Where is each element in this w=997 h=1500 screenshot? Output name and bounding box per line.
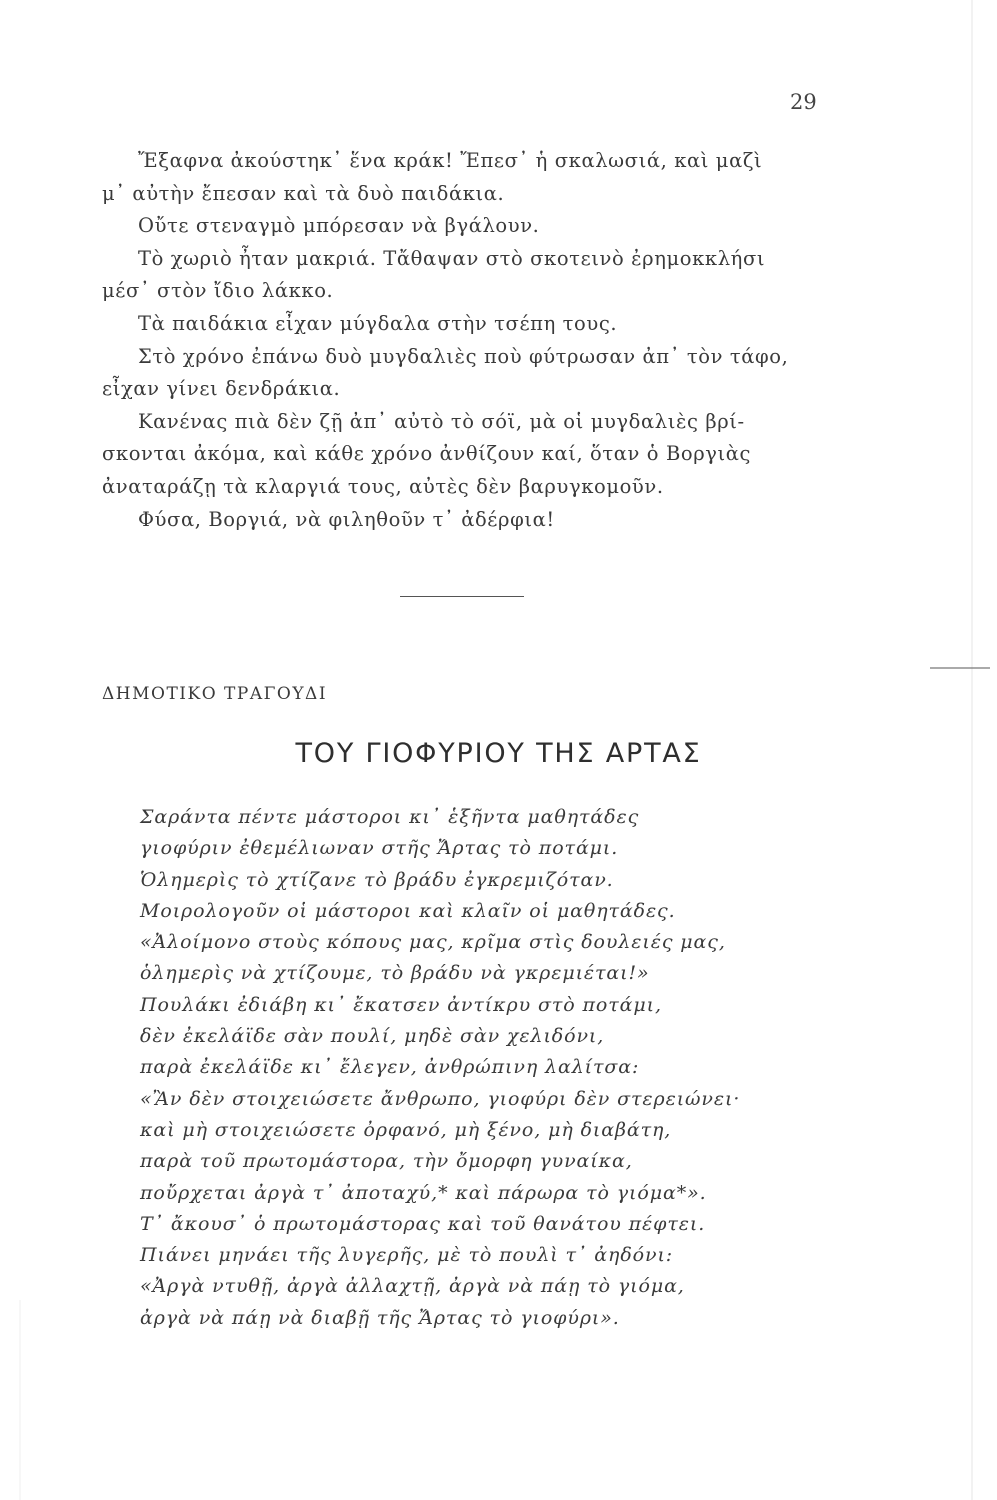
prose-line: Τὸ χωριὸ ἦταν μακριά. Τἄθαψαν στὸ σκοτεινὸ ἐρημοκκλήσι <box>138 246 766 270</box>
prose-line: εἶχαν γίνει δενδράκια. <box>102 377 341 401</box>
prose-line: Ἔξαφνα ἀκούστηκ᾿ ἕνα κράκ! Ἔπεσ᾿ ἡ σκαλωσιά, καὶ μαζὶ <box>138 149 763 172</box>
prose-line: Τὰ παιδάκια εἶχαν μύγδαλα στὴν τσέπη τους. <box>138 311 618 335</box>
poem-line: καὶ μὴ στοιχειώσετε ὀρφανό, μὴ ξένο, μὴ διαβάτη, <box>140 1118 672 1141</box>
section-divider <box>400 596 524 597</box>
poem-title: ΤΟΥ ΓΙΟΦΥΡΙΟΥ ΤΗΣ ΑΡΤΑΣ <box>295 738 702 769</box>
poem-line: Τ᾿ ἄκουσ᾿ ὁ πρωτομάστορας καὶ τοῦ θανάτου πέφτει. <box>140 1212 706 1235</box>
poem-line: Σαράντα πέντε μάστοροι κι᾿ ἑξῆντα μαθητάδες <box>140 806 640 828</box>
poem-line: Μοιρολογοῦν οἱ μάστοροι καὶ κλαῖν οἱ μαθητάδες. <box>140 899 676 922</box>
page-number: 29 <box>790 90 817 114</box>
prose-line: μέσ᾿ στὸν ἴδιο λάκκο. <box>102 279 334 303</box>
poem-block <box>140 802 830 1334</box>
poem-line: γιοφύριν ἐθεμέλιωναν στῆς Ἄρτας τὸ ποτάμι. <box>140 837 619 860</box>
poem-line: δὲν ἐκελάϊδε σὰν πουλί, μηδὲ σὰν χελιδόνι, <box>140 1025 605 1048</box>
prose-line: ἀναταράζῃ τὰ κλαργιά τους, αὐτὲς δὲν βαρυγκομοῦν. <box>102 474 664 498</box>
section-label: ΔΗΜΟΤΙΚΟ ΤΡΑΓΟΥΔΙ <box>102 684 328 704</box>
prose-line: Οὔτε στεναγμὸ μπόρεσαν νὰ βγάλουν. <box>138 214 540 238</box>
poem-line: παρὰ ἐκελάϊδε κι᾿ ἔλεγεν, ἀνθρώπινη λαλίτσα: <box>140 1056 640 1079</box>
poem-line: Πιάνει μηνάει τῆς λυγερῆς, μὲ τὸ πουλὶ τ᾿ ἀηδόνι: <box>140 1244 674 1267</box>
prose-line: Κανένας πιὰ δὲν ζῇ ἀπ᾿ αὐτὸ τὸ σόϊ, μὰ οἱ μυγδαλιὲς βρί- <box>138 409 745 433</box>
poem-line: Πουλάκι ἐδιάβη κι᾿ ἔκατσεν ἀντίκρυ στὸ ποτάμι, <box>140 993 662 1016</box>
poem-line: «Ἀλοίμονο στοὺς κόπους μας, κρῖμα στὶς δουλειές μας, <box>140 931 726 954</box>
poem-line: Ὁλημερὶς τὸ χτίζανε τὸ βράδυ ἐγκρεμιζόταν. <box>140 868 614 891</box>
prose-line: μ᾿ αὐτὴν ἔπεσαν καὶ τὰ δυὸ παιδάκια. <box>102 181 505 205</box>
prose-line: σκονται ἀκόμα, καὶ κάθε χρόνο ἀνθίζουν καί, ὅταν ὁ Βοργιὰς <box>102 442 752 466</box>
poem-line: ποὔρχεται ἀργὰ τ᾿ ἀποταχύ,* καὶ πάρωρα τὸ γιόμα*». <box>140 1181 707 1204</box>
poem-line: παρὰ τοῦ πρωτομάστορα, τὴν ὄμορφη γυναίκα, <box>140 1150 633 1173</box>
prose-block <box>102 145 822 536</box>
poem-line: ὁλημερὶς νὰ χτίζουμε, τὸ βράδυ νὰ γκρεμιέται!» <box>140 962 650 985</box>
poem-line: «Ἂν δὲν στοιχειώσετε ἄνθρωπο, γιοφύρι δὲν στερειώνει· <box>140 1087 741 1110</box>
prose-line: Στὸ χρόνο ἐπάνω δυὸ μυγδαλιὲς ποὺ φύτρωσαν ἀπ᾿ τὸν τάφο, <box>138 344 789 368</box>
prose-line: Φύσα, Βοργιά, νὰ φιληθοῦν τ᾿ ἀδέρφια! <box>138 507 555 531</box>
poem-line: ἀργὰ νὰ πάῃ νὰ διαβῇ τῆς Ἄρτας τὸ γιοφύρι». <box>140 1306 620 1329</box>
poem-line: «Ἀργὰ ντυθῇ, ἀργὰ ἀλλαχτῇ, ἀργὰ νὰ πάῃ τὸ γιόμα, <box>140 1275 685 1298</box>
